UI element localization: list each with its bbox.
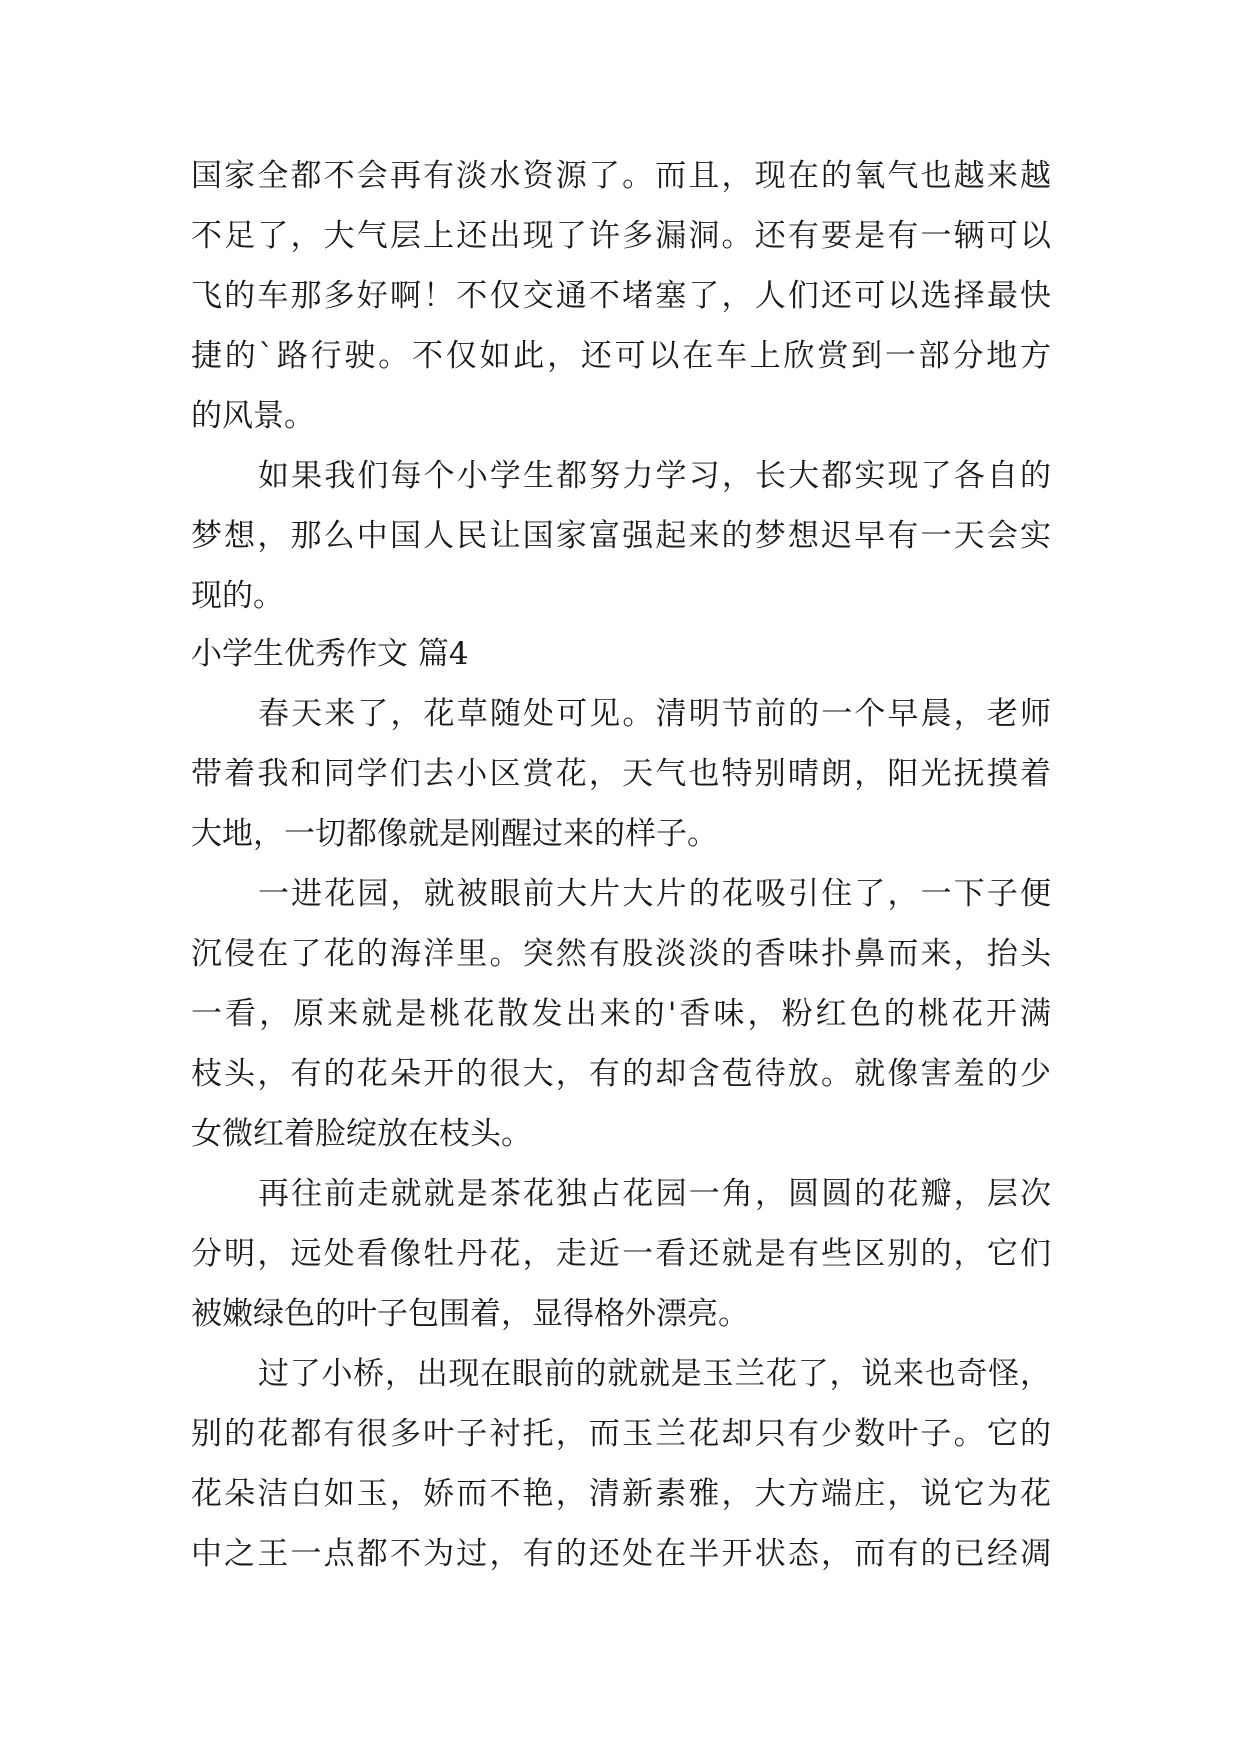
- paragraph-5-line-2: 分明，远处看像牡丹花，走近一看还就是有些区别的，它们: [191, 1236, 1051, 1272]
- paragraph-6-line-2: 别的花都有很多叶子衬托，而玉兰花却只有少数叶子。它的: [191, 1416, 1051, 1452]
- paragraph-2-line-2: 梦想，那么中国人民让国家富强起来的梦想迟早有一天会实: [191, 518, 1051, 554]
- paragraph-2-line-1: 如果我们每个小学生都努力学习，长大都实现了各自的: [258, 458, 1051, 494]
- paragraph-1-line-5: 的风景。: [191, 398, 315, 434]
- paragraph-6-line-3: 花朵洁白如玉，娇而不艳，清新素雅，大方端庄，说它为花: [191, 1476, 1051, 1512]
- paragraph-6-line-4: 中之王一点都不为过，有的还处在半开状态，而有的已经凋: [191, 1536, 1051, 1572]
- section-heading: 小学生优秀作文 篇4: [191, 636, 469, 672]
- paragraph-4-line-4: 枝头，有的花朵开的很大，有的却含苞待放。就像害羞的少: [191, 1056, 1051, 1092]
- paragraph-2-line-3: 现的。: [191, 578, 284, 614]
- paragraph-3-line-1: 春天来了，花草随处可见。清明节前的一个早晨，老师: [258, 696, 1051, 732]
- paragraph-1-line-2: 不足了，大气层上还出现了许多漏洞。还有要是有一辆可以: [191, 218, 1051, 254]
- paragraph-5-line-3: 被嫩绿色的叶子包围着，显得格外漂亮。: [191, 1296, 749, 1332]
- paragraph-1-line-3: 飞的车那多好啊！不仅交通不堵塞了，人们还可以选择最快: [191, 278, 1051, 314]
- paragraph-1-line-1: 国家全都不会再有淡水资源了。而且，现在的氧气也越来越: [191, 158, 1051, 194]
- paragraph-6-line-1: 过了小桥，出现在眼前的就就是玉兰花了，说来也奇怪，: [258, 1356, 1051, 1392]
- paragraph-5-line-1: 再往前走就就是茶花独占花园一角，圆圆的花瓣，层次: [258, 1176, 1051, 1212]
- paragraph-1-line-4: 捷的`路行驶。不仅如此，还可以在车上欣赏到一部分地方: [191, 338, 1051, 374]
- paragraph-4-line-3: 一看，原来就是桃花散发出来的'香味，粉红色的桃花开满: [191, 996, 1051, 1032]
- paragraph-4-line-1: 一进花园，就被眼前大片大片的花吸引住了，一下子便: [258, 876, 1051, 912]
- paragraph-4-line-5: 女微红着脸绽放在枝头。: [191, 1116, 532, 1152]
- paragraph-4-line-2: 沉侵在了花的海洋里。突然有股淡淡的香味扑鼻而来，抬头: [191, 936, 1051, 972]
- paragraph-3-line-2: 带着我和同学们去小区赏花，天气也特别晴朗，阳光抚摸着: [191, 756, 1051, 792]
- paragraph-3-line-3: 大地，一切都像就是刚醒过来的样子。: [191, 816, 718, 852]
